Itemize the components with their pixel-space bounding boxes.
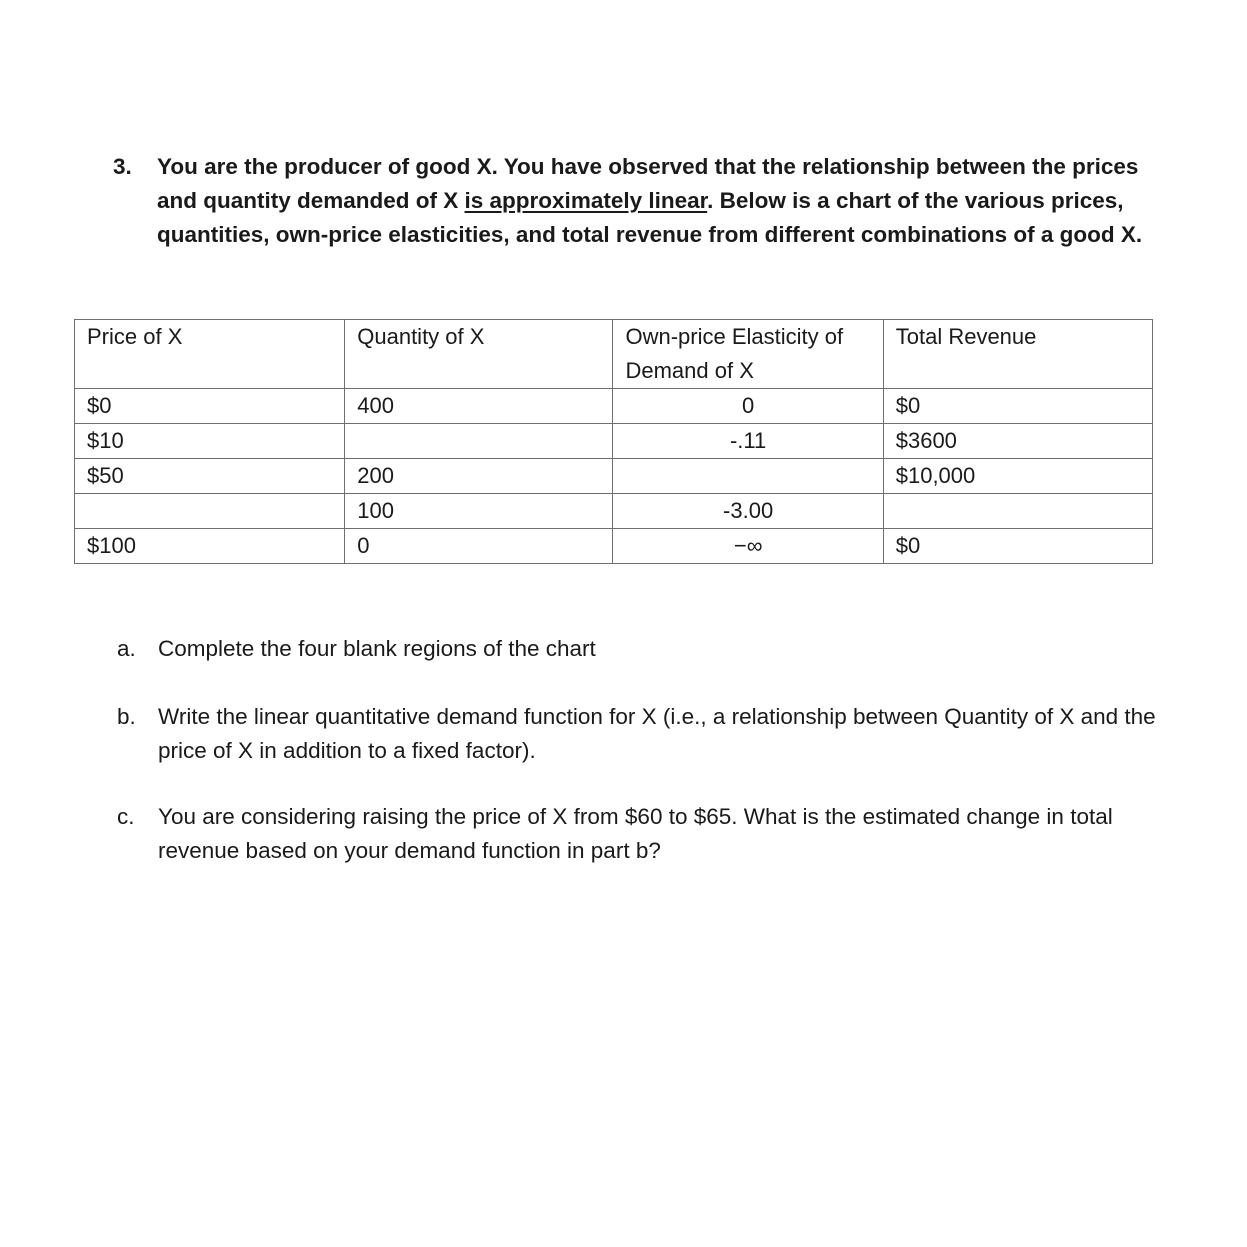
- question-text-start: You are the producer of good X. You have observed that the relationship between the prices and quantity demanded of X: [157, 154, 1139, 213]
- part-a: [117, 632, 1177, 666]
- part-text: You are considering raising the price of X from $60 to $65. What is the estimated change in total revenue based on your demand function in part b?: [158, 804, 1113, 863]
- cell-elasticity: [613, 459, 883, 494]
- cell-total-revenue: $3600: [883, 424, 1152, 459]
- cell-quantity: 0: [345, 529, 613, 564]
- table-row: [75, 529, 1153, 564]
- cell-elasticity: -3.00: [613, 494, 883, 529]
- cell-price: $50: [75, 459, 345, 494]
- demand-table: [74, 319, 1153, 564]
- cell-quantity: 100: [345, 494, 613, 529]
- cell-price: $100: [75, 529, 345, 564]
- part-label: c.: [117, 804, 135, 829]
- part-label: a.: [117, 636, 136, 661]
- cell-price: [75, 494, 345, 529]
- cell-quantity: 200: [345, 459, 613, 494]
- header-quantity: Quantity of X: [345, 320, 613, 389]
- part-text: Complete the four blank regions of the chart: [158, 636, 596, 661]
- table-row: [75, 389, 1153, 424]
- cell-total-revenue: $0: [883, 389, 1152, 424]
- cell-total-revenue: $10,000: [883, 459, 1152, 494]
- question-text-underlined: is approximately linear: [464, 188, 708, 213]
- table-row: [75, 494, 1153, 529]
- header-elasticity: Own-price Elasticity of Demand of X: [613, 320, 883, 389]
- question-number: 3.: [113, 154, 132, 179]
- part-text: Write the linear quantitative demand function for X (i.e., a relationship between Quantity of X and the price of X in addition to a fixed factor).: [158, 704, 1156, 763]
- header-price: Price of X: [75, 320, 345, 389]
- cell-elasticity: 0: [613, 389, 883, 424]
- part-b: [117, 700, 1177, 768]
- cell-total-revenue: [883, 494, 1152, 529]
- table-row: [75, 424, 1153, 459]
- cell-elasticity: -.11: [613, 424, 883, 459]
- cell-total-revenue: $0: [883, 529, 1152, 564]
- table-row: [75, 459, 1153, 494]
- part-c: [117, 800, 1177, 868]
- cell-quantity: [345, 424, 613, 459]
- cell-price: $0: [75, 389, 345, 424]
- question-3: [113, 150, 1153, 252]
- header-total-revenue: Total Revenue: [883, 320, 1152, 389]
- cell-price: $10: [75, 424, 345, 459]
- cell-elasticity: −∞: [613, 529, 883, 564]
- question-text-end: . Below is a chart of the various prices, quantities, own-price elasticities, and total revenue from different combinations of a good X.: [157, 188, 1143, 247]
- table-header-row: [75, 320, 1153, 389]
- cell-quantity: 400: [345, 389, 613, 424]
- question-text: [157, 150, 1153, 252]
- part-label: b.: [117, 704, 136, 729]
